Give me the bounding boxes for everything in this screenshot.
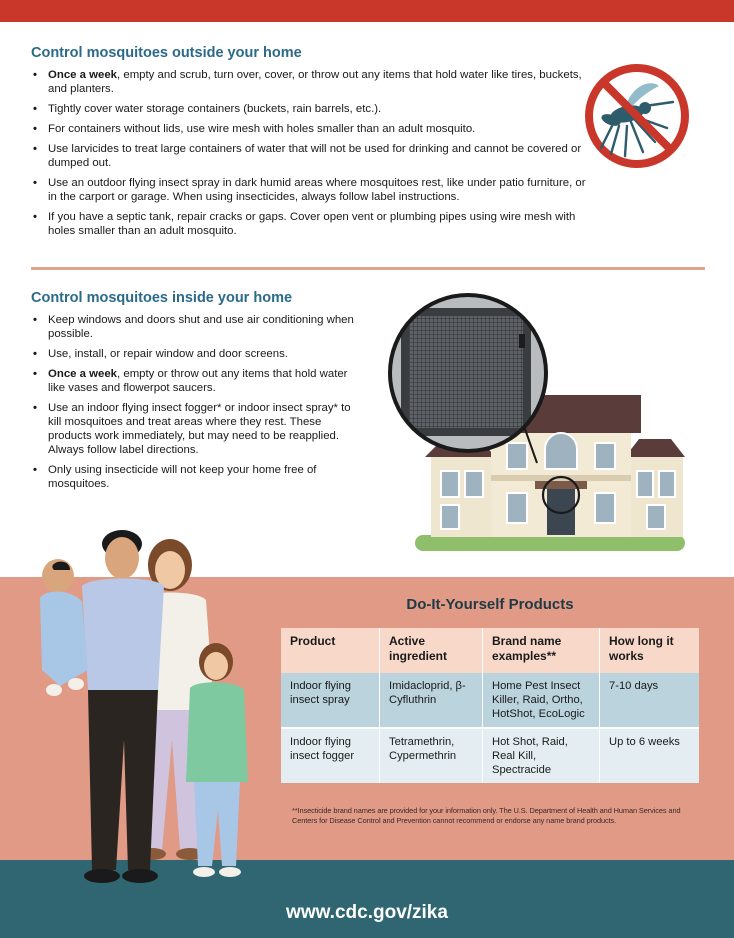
- list-item: [31, 313, 361, 341]
- table-cell: Home Pest Insect Killer, Raid, Ortho, HotShot, EcoLogic: [483, 673, 600, 728]
- list-item: [31, 367, 361, 395]
- list-item-text: Only using insecticide will not keep your home free of mosquitoes.: [48, 464, 317, 490]
- list-item: [31, 142, 591, 170]
- table-row: [281, 673, 699, 728]
- column-header: Brand name examples**: [483, 628, 600, 673]
- list-item: [31, 122, 591, 136]
- list-item-text: Use, install, or repair window and door screens.: [48, 348, 288, 360]
- products-table: [281, 628, 699, 783]
- footer-url[interactable]: www.cdc.gov/zika: [286, 902, 448, 923]
- table-cell: Tetramethrin, Cypermethrin: [380, 728, 483, 783]
- table-cell: Indoor flying insect fogger: [281, 728, 380, 783]
- family-illustration: [30, 520, 270, 900]
- list-item-text: Tightly cover water storage containers (buckets, rain barrels, etc.).: [48, 103, 382, 115]
- list-item-text: , empty and scrub, turn over, cover, or throw out any items that hold water like tires, buckets, and planters.: [48, 69, 582, 95]
- outside-section-title: Control mosquitoes outside your home: [31, 45, 302, 61]
- list-item: [31, 102, 591, 116]
- list-item: [31, 68, 591, 96]
- list-item-text: , empty or throw out any items that hold water like vases and flowerpot saucers.: [48, 368, 348, 394]
- table-cell: Indoor flying insect spray: [281, 673, 380, 728]
- no-mosquito-icon: [583, 62, 691, 170]
- list-item: [31, 176, 591, 204]
- list-item: [31, 463, 361, 491]
- table-cell: 7-10 days: [600, 673, 700, 728]
- list-item-emphasis: Once a week: [48, 368, 118, 380]
- brand-disclaimer: **Insecticide brand names are provided for your information only. The U.S. Department of Health and Human Services and Centers for Disease Control and Prevention cannot recommend or endorse any name brand products.: [292, 806, 681, 825]
- section-divider: [31, 267, 705, 270]
- list-item-text: Use an indoor flying insect fogger* or indoor insect spray* to kill mosquitoes and treat areas where they rest. These products work immediately, but may need to be reapplied. Always follow label directions.: [48, 402, 351, 456]
- column-header: Active ingredient: [380, 628, 483, 673]
- window-screen-illustration: [385, 290, 551, 456]
- table-header-row: [281, 628, 699, 673]
- list-item-text: If you have a septic tank, repair cracks or gaps. Cover open vent or plumbing pipes using wire mesh with holes smaller than an adult mosquito.: [48, 211, 576, 237]
- table-row: [281, 728, 699, 783]
- inside-bullet-list: [31, 313, 361, 497]
- top-color-bar: [0, 0, 734, 22]
- column-header: How long it works: [609, 634, 674, 663]
- list-item-emphasis: Once a week: [48, 69, 118, 81]
- list-item: [31, 347, 361, 361]
- products-title: Do-It-Yourself Products: [406, 596, 574, 613]
- column-header: Product: [281, 628, 380, 673]
- list-item-text: Keep windows and doors shut and use air conditioning when possible.: [48, 314, 354, 340]
- table-cell: Up to 6 weeks: [609, 736, 680, 748]
- inside-section-title: Control mosquitoes inside your home: [31, 290, 293, 306]
- list-item: [31, 401, 361, 457]
- list-item-text: Use larvicides to treat large containers of water that will not be used for drinking and cannot be covered or dumped out.: [48, 143, 582, 169]
- list-item-text: Use an outdoor flying insect spray in dark humid areas where mosquitoes rest, like under patio furniture, or in the carport or garage. When using insecticides, always follow label instructions.: [48, 177, 586, 203]
- table-cell: Hot Shot, Raid, Real Kill, Spectracide: [483, 728, 600, 783]
- outside-bullet-list: [31, 68, 591, 244]
- list-item-text: For containers without lids, use wire mesh with holes smaller than an adult mosquito.: [48, 123, 476, 135]
- list-item: [31, 210, 591, 238]
- table-cell: Imidacloprid, β-Cyfluthrin: [380, 673, 483, 728]
